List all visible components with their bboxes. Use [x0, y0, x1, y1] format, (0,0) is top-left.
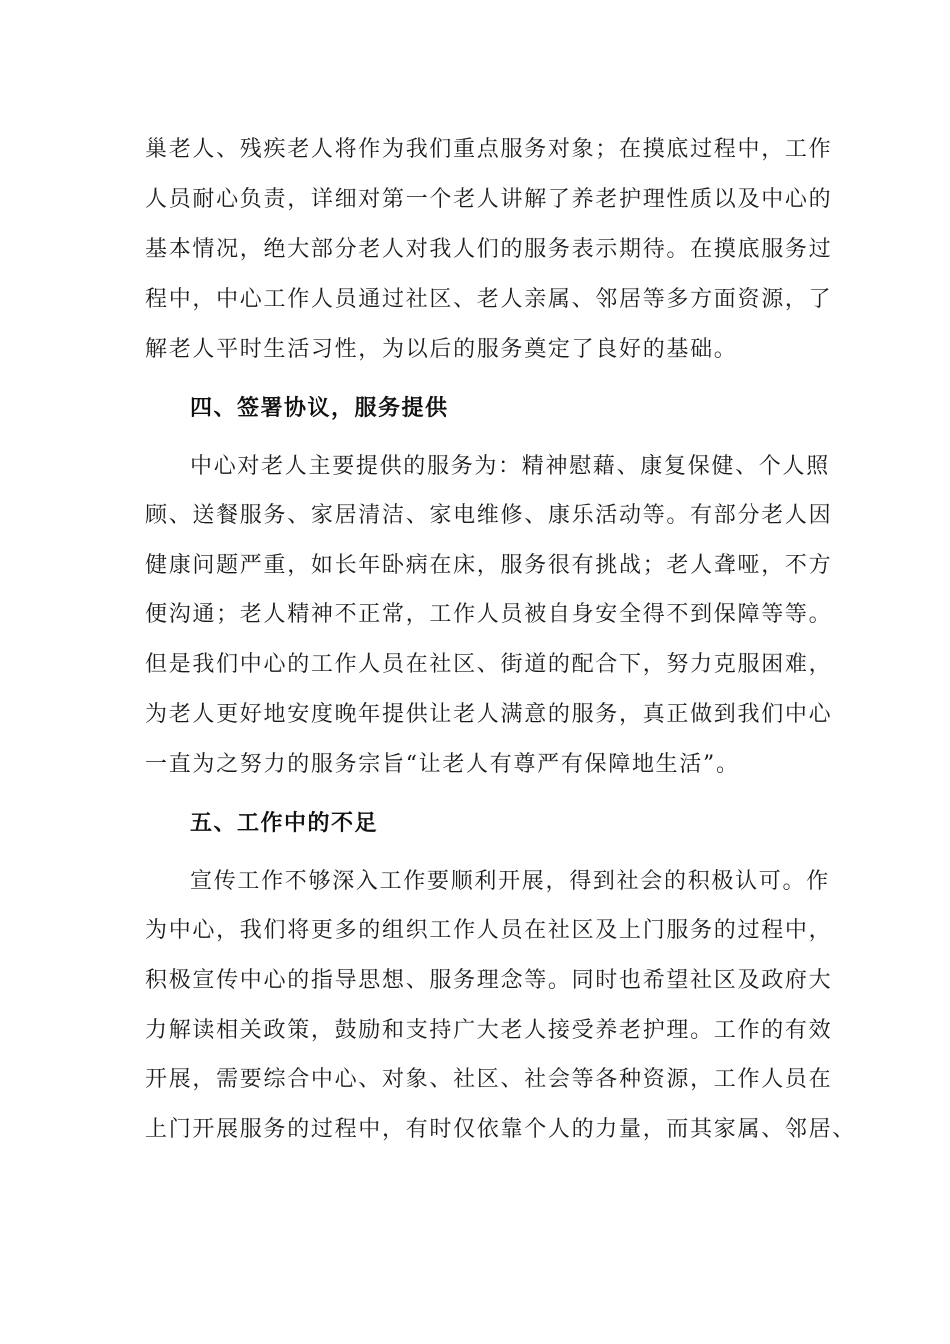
paragraph-line: 解老人平时生活习性，为以后的服务奠定了良好的基础。	[145, 337, 738, 362]
paragraph-line: 人员耐心负责，详细对第一个老人讲解了养老护理性质以及中心的	[145, 187, 833, 212]
paragraph-line: 顾、送餐服务、家居清洁、家电维修、康乐活动等。有部分老人因	[145, 503, 833, 528]
paragraph-line: 中心对老人主要提供的服务为：精神慰藉、康复保健、个人照	[190, 454, 830, 479]
paragraph-line: 上门开展服务的过程中，有时仅依靠个人的力量，而其家属、邻居、	[145, 1117, 857, 1142]
paragraph-line: 为老人更好地安度晚年提供让老人满意的服务，真正做到我们中心	[145, 702, 833, 727]
paragraph-line: 基本情况，绝大部分老人对我人们的服务表示期待。在摸底服务过	[145, 237, 833, 262]
paragraph-line: 但是我们中心的工作人员在社区、街道的配合下，努力克服困难，	[145, 652, 833, 677]
paragraph-line: 开展，需要综合中心、对象、社区、社会等各种资源，工作人员在	[145, 1067, 833, 1092]
paragraph-line: 便沟通；老人精神不正常，工作人员被自身安全得不到保障等等。	[145, 602, 833, 627]
paragraph-line: 力解读相关政策，鼓励和支持广大老人接受养老护理。工作的有效	[145, 1018, 833, 1043]
section-heading: 五、工作中的不足	[190, 811, 379, 836]
paragraph-line: 程中，中心工作人员通过社区、老人亲属、邻居等多方面资源，了	[145, 287, 833, 312]
paragraph-line: 一直为之努力的服务宗旨“让老人有尊严有保障地生活”。	[145, 752, 740, 777]
section-heading: 四、签署协议，服务提供	[190, 396, 449, 421]
paragraph-line: 为中心，我们将更多的组织工作人员在社区及上门服务的过程中，	[145, 918, 833, 943]
paragraph-line: 宣传工作不够深入工作要顺利开展，得到社会的积极认可。作	[190, 869, 830, 894]
paragraph-line: 巢老人、残疾老人将作为我们重点服务对象；在摸底过程中，工作	[145, 137, 833, 162]
paragraph-line: 积极宣传中心的指导思想、服务理念等。同时也希望社区及政府大	[145, 968, 833, 993]
paragraph-line: 健康问题严重，如长年卧病在床，服务很有挑战；老人聋哑，不方	[145, 553, 833, 578]
